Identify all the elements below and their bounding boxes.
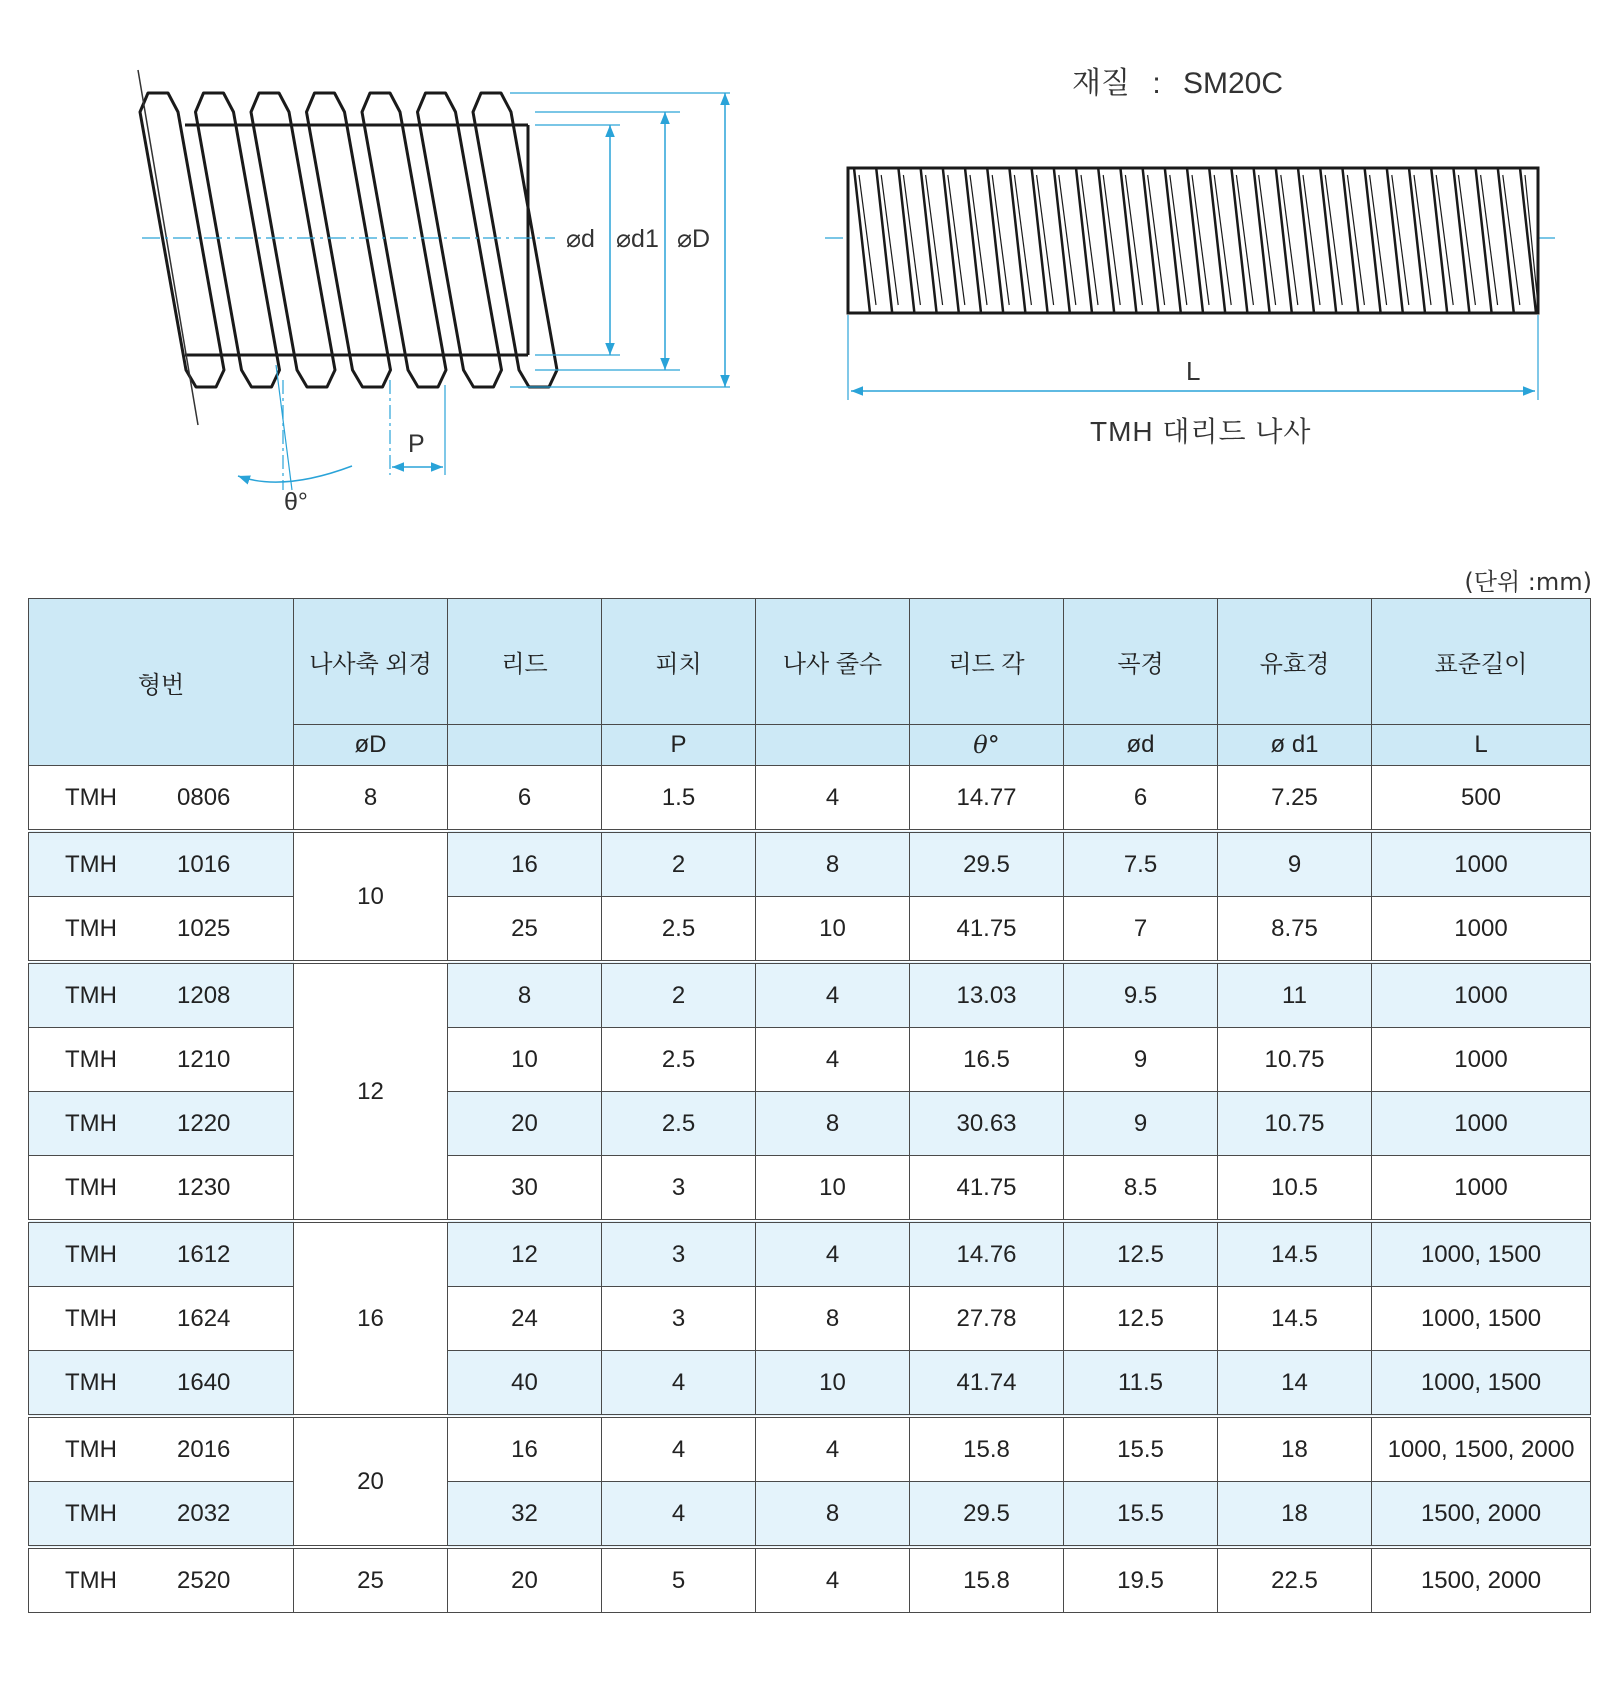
pitch-cell: 5 bbox=[602, 1547, 756, 1613]
model-code: 1624 bbox=[177, 1304, 231, 1332]
starts-cell: 4 bbox=[756, 1221, 910, 1287]
model-prefix: TMH bbox=[65, 1435, 117, 1463]
root-cell: 9.5 bbox=[1064, 962, 1218, 1028]
symbol-std-length: L bbox=[1372, 725, 1591, 766]
pitch-cell: 2.5 bbox=[602, 1028, 756, 1092]
angle-cell: 27.78 bbox=[910, 1287, 1064, 1351]
length-cell: 500 bbox=[1372, 766, 1591, 832]
model-prefix: TMH bbox=[65, 783, 117, 811]
length-cell: 1000 bbox=[1372, 831, 1591, 897]
model-code: 2032 bbox=[177, 1499, 231, 1527]
root-cell: 15.5 bbox=[1064, 1416, 1218, 1482]
lead-cell: 30 bbox=[448, 1156, 602, 1222]
length-cell: 1000 bbox=[1372, 1092, 1591, 1156]
angle-cell: 41.75 bbox=[910, 1156, 1064, 1222]
model-prefix: TMH bbox=[65, 1566, 117, 1594]
angle-cell: 41.74 bbox=[910, 1351, 1064, 1417]
pitch-label: P bbox=[408, 430, 425, 458]
root-cell: 12.5 bbox=[1064, 1287, 1218, 1351]
lead-cell: 10 bbox=[448, 1028, 602, 1092]
lead-cell: 32 bbox=[448, 1482, 602, 1548]
root-cell: 19.5 bbox=[1064, 1547, 1218, 1613]
table-row bbox=[29, 831, 1591, 897]
table-row bbox=[29, 1351, 1591, 1417]
eff-cell: 10.5 bbox=[1218, 1156, 1372, 1222]
pitch-cell: 3 bbox=[602, 1287, 756, 1351]
starts-cell: 8 bbox=[756, 831, 910, 897]
model-prefix: TMH bbox=[65, 850, 117, 878]
lead-cell: 25 bbox=[448, 897, 602, 963]
starts-cell: 10 bbox=[756, 1156, 910, 1222]
table-row bbox=[29, 1547, 1591, 1613]
model-code: 2520 bbox=[177, 1566, 231, 1594]
table-row bbox=[29, 766, 1591, 832]
length-cell: 1000, 1500 bbox=[1372, 1221, 1591, 1287]
table-row bbox=[29, 1092, 1591, 1156]
length-cell: 1500, 2000 bbox=[1372, 1482, 1591, 1548]
outer-dia-cell: 20 bbox=[294, 1416, 448, 1547]
model-prefix: TMH bbox=[65, 1173, 117, 1201]
symbol-lead-angle: θ° bbox=[910, 725, 1064, 766]
header-pitch: 피치 bbox=[602, 599, 756, 725]
starts-cell: 4 bbox=[756, 1028, 910, 1092]
length-label: L bbox=[1186, 356, 1201, 386]
length-cell: 1000, 1500 bbox=[1372, 1351, 1591, 1417]
eff-cell: 14.5 bbox=[1218, 1287, 1372, 1351]
eff-cell: 10.75 bbox=[1218, 1028, 1372, 1092]
eff-cell: 22.5 bbox=[1218, 1547, 1372, 1613]
angle-cell: 41.75 bbox=[910, 897, 1064, 963]
length-cell: 1500, 2000 bbox=[1372, 1547, 1591, 1613]
root-cell: 8.5 bbox=[1064, 1156, 1218, 1222]
angle-cell: 13.03 bbox=[910, 962, 1064, 1028]
starts-cell: 10 bbox=[756, 897, 910, 963]
unit-note: (단위 :mm) bbox=[1464, 568, 1592, 596]
table-row bbox=[29, 1482, 1591, 1548]
thread-profile-drawing bbox=[138, 70, 730, 490]
model-code: 1025 bbox=[177, 914, 231, 942]
starts-cell: 8 bbox=[756, 1092, 910, 1156]
angle-cell: 15.8 bbox=[910, 1416, 1064, 1482]
pitch-cell: 3 bbox=[602, 1221, 756, 1287]
table-row bbox=[29, 1287, 1591, 1351]
model-cell bbox=[29, 831, 294, 897]
dim-d-label: ⌀d bbox=[566, 225, 595, 253]
length-cell: 1000, 1500 bbox=[1372, 1287, 1591, 1351]
model-cell bbox=[29, 1028, 294, 1092]
model-cell bbox=[29, 1351, 294, 1417]
outer-dia-cell: 16 bbox=[294, 1221, 448, 1416]
angle-cell: 29.5 bbox=[910, 1482, 1064, 1548]
angle-cell: 14.76 bbox=[910, 1221, 1064, 1287]
eff-cell: 7.25 bbox=[1218, 766, 1372, 832]
pitch-cell: 2.5 bbox=[602, 897, 756, 963]
table-row bbox=[29, 962, 1591, 1028]
model-code: 1220 bbox=[177, 1109, 231, 1137]
model-code: 1016 bbox=[177, 850, 231, 878]
starts-cell: 4 bbox=[756, 1416, 910, 1482]
eff-cell: 14.5 bbox=[1218, 1221, 1372, 1287]
model-cell bbox=[29, 1221, 294, 1287]
table-row bbox=[29, 1028, 1591, 1092]
angle-cell: 14.77 bbox=[910, 766, 1064, 832]
angle-cell: 15.8 bbox=[910, 1547, 1064, 1613]
starts-cell: 10 bbox=[756, 1351, 910, 1417]
dim-angle-arc bbox=[238, 466, 352, 482]
model-prefix: TMH bbox=[65, 914, 117, 942]
rod-caption: TMH 대리드 나사 bbox=[1090, 416, 1312, 447]
root-cell: 11.5 bbox=[1064, 1351, 1218, 1417]
header-outer-dia: 나사축 외경 bbox=[294, 599, 448, 725]
model-code: 1230 bbox=[177, 1173, 231, 1201]
model-code: 2016 bbox=[177, 1435, 231, 1463]
table-row bbox=[29, 1416, 1591, 1482]
starts-cell: 4 bbox=[756, 962, 910, 1028]
eff-cell: 10.75 bbox=[1218, 1092, 1372, 1156]
lead-cell: 12 bbox=[448, 1221, 602, 1287]
model-prefix: TMH bbox=[65, 1045, 117, 1073]
model-cell bbox=[29, 766, 294, 832]
eff-cell: 18 bbox=[1218, 1416, 1372, 1482]
model-cell bbox=[29, 1092, 294, 1156]
model-code: 1640 bbox=[177, 1368, 231, 1396]
root-cell: 12.5 bbox=[1064, 1221, 1218, 1287]
length-cell: 1000 bbox=[1372, 897, 1591, 963]
dim-D-label: ⌀D bbox=[677, 225, 711, 253]
model-cell bbox=[29, 1547, 294, 1613]
model-cell bbox=[29, 1416, 294, 1482]
model-code: 1210 bbox=[177, 1045, 231, 1073]
lead-cell: 6 bbox=[448, 766, 602, 832]
header-model: 형번 bbox=[29, 599, 294, 766]
model-prefix: TMH bbox=[65, 1240, 117, 1268]
lead-cell: 24 bbox=[448, 1287, 602, 1351]
pitch-cell: 4 bbox=[602, 1416, 756, 1482]
header-root-dia: 곡경 bbox=[1064, 599, 1218, 725]
lead-cell: 20 bbox=[448, 1547, 602, 1613]
outer-dia-cell: 10 bbox=[294, 831, 448, 962]
model-cell bbox=[29, 962, 294, 1028]
eff-cell: 14 bbox=[1218, 1351, 1372, 1417]
lead-cell: 16 bbox=[448, 1416, 602, 1482]
model-code: 0806 bbox=[177, 783, 231, 811]
table-row bbox=[29, 1156, 1591, 1222]
pitch-cell: 4 bbox=[602, 1482, 756, 1548]
spec-table-body bbox=[29, 766, 1591, 1613]
lead-cell: 20 bbox=[448, 1092, 602, 1156]
eff-cell: 11 bbox=[1218, 962, 1372, 1028]
table-row bbox=[29, 897, 1591, 963]
model-prefix: TMH bbox=[65, 1109, 117, 1137]
starts-cell: 8 bbox=[756, 1287, 910, 1351]
symbol-lead bbox=[448, 725, 602, 766]
angle-cell: 29.5 bbox=[910, 831, 1064, 897]
header-eff-dia: 유효경 bbox=[1218, 599, 1372, 725]
angle-label: θ° bbox=[284, 488, 308, 516]
header-std-length: 표준길이 bbox=[1372, 599, 1591, 725]
root-cell: 6 bbox=[1064, 766, 1218, 832]
model-prefix: TMH bbox=[65, 981, 117, 1009]
header-lead-angle: 리드 각 bbox=[910, 599, 1064, 725]
root-cell: 9 bbox=[1064, 1028, 1218, 1092]
model-prefix: TMH bbox=[65, 1499, 117, 1527]
root-cell: 15.5 bbox=[1064, 1482, 1218, 1548]
pitch-cell: 1.5 bbox=[602, 766, 756, 832]
eff-cell: 8.75 bbox=[1218, 897, 1372, 963]
symbol-eff-dia: ø d1 bbox=[1218, 725, 1372, 766]
lead-cell: 16 bbox=[448, 831, 602, 897]
symbol-root-dia: ød bbox=[1064, 725, 1218, 766]
angle-cell: 30.63 bbox=[910, 1092, 1064, 1156]
header-lead: 리드 bbox=[448, 599, 602, 725]
pitch-cell: 2 bbox=[602, 831, 756, 897]
symbol-pitch: P bbox=[602, 725, 756, 766]
lead-cell: 40 bbox=[448, 1351, 602, 1417]
header-starts: 나사 줄수 bbox=[756, 599, 910, 725]
symbol-outer-dia: øD bbox=[294, 725, 448, 766]
length-cell: 1000 bbox=[1372, 1028, 1591, 1092]
length-cell: 1000 bbox=[1372, 1156, 1591, 1222]
spec-table bbox=[28, 598, 1591, 1613]
symbol-starts bbox=[756, 725, 910, 766]
model-cell bbox=[29, 1287, 294, 1351]
pitch-cell: 2 bbox=[602, 962, 756, 1028]
outer-dia-cell: 25 bbox=[294, 1547, 448, 1613]
material-label: 재질 : SM20C bbox=[1072, 67, 1284, 100]
pitch-cell: 2.5 bbox=[602, 1092, 756, 1156]
root-cell: 7.5 bbox=[1064, 831, 1218, 897]
eff-cell: 18 bbox=[1218, 1482, 1372, 1548]
starts-cell: 8 bbox=[756, 1482, 910, 1548]
model-cell bbox=[29, 1156, 294, 1222]
model-code: 1612 bbox=[177, 1240, 231, 1268]
root-cell: 9 bbox=[1064, 1092, 1218, 1156]
thread-drawings bbox=[0, 0, 1608, 560]
model-code: 1208 bbox=[177, 981, 231, 1009]
model-prefix: TMH bbox=[65, 1368, 117, 1396]
eff-cell: 9 bbox=[1218, 831, 1372, 897]
lead-cell: 8 bbox=[448, 962, 602, 1028]
length-cell: 1000, 1500, 2000 bbox=[1372, 1416, 1591, 1482]
model-prefix: TMH bbox=[65, 1304, 117, 1332]
length-cell: 1000 bbox=[1372, 962, 1591, 1028]
starts-cell: 4 bbox=[756, 766, 910, 832]
pitch-cell: 4 bbox=[602, 1351, 756, 1417]
outer-dia-cell: 8 bbox=[294, 766, 448, 832]
angle-cell: 16.5 bbox=[910, 1028, 1064, 1092]
table-row bbox=[29, 1221, 1591, 1287]
pitch-cell: 3 bbox=[602, 1156, 756, 1222]
starts-cell: 4 bbox=[756, 1547, 910, 1613]
dim-d1-label: ⌀d1 bbox=[616, 225, 659, 253]
outer-dia-cell: 12 bbox=[294, 962, 448, 1221]
root-cell: 7 bbox=[1064, 897, 1218, 963]
model-cell bbox=[29, 897, 294, 963]
model-cell bbox=[29, 1482, 294, 1548]
